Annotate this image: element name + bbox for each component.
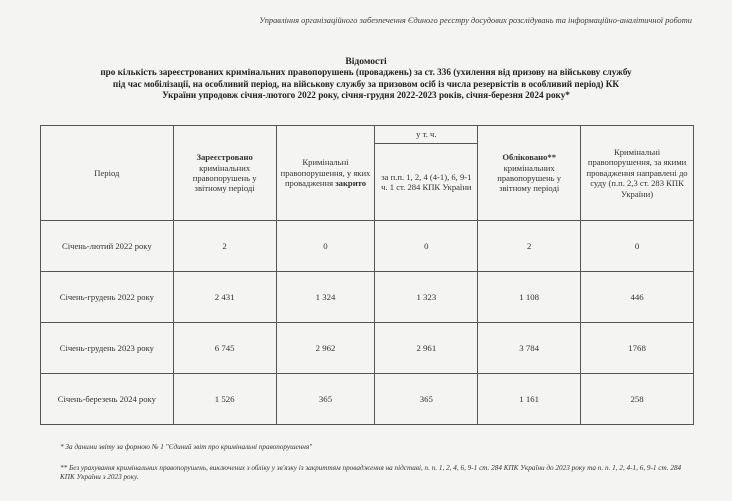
cell-recorded: 1 161 (478, 374, 581, 425)
header-including: у т. ч. (375, 126, 478, 144)
cell-including: 0 (375, 221, 478, 272)
table-header-row-1 (41, 126, 694, 144)
cell-registered: 6 745 (173, 323, 276, 374)
cell-period: Січень-лютий 2022 року (41, 221, 174, 272)
department-header: Управління організаційного забезпечення Єдиного реєстру досудових розслідувань та інформаційно-аналітичної роботи (259, 16, 692, 25)
title-line-4: України упродовж січня-лютого 2022 року, січня-грудня 2022-2023 років, січня-березня 2024 року* (162, 89, 570, 100)
header-closed (276, 126, 375, 221)
cell-including: 2 961 (375, 323, 478, 374)
document-title (40, 56, 692, 101)
cell-period: Січень-березень 2024 року (41, 374, 174, 425)
table-row (41, 221, 694, 272)
footnote-2: ** Без урахування кримінальних правопорушень, виключених з обліку у зв'язку із закриттям провадження на підставі, п. п. 1, 2, 4, 6, 9-1 ст. 284 КПК України до 2023 року та п. п. 1, 2, 4-1, 6, 9-1 ст. 284 КПК України з 2023 року. (60, 464, 682, 482)
cell-court: 0 (581, 221, 694, 272)
cell-registered: 1 526 (173, 374, 276, 425)
cell-court: 446 (581, 272, 694, 323)
cell-court: 258 (581, 374, 694, 425)
table-row (41, 323, 694, 374)
cell-closed: 1 324 (276, 272, 375, 323)
cell-recorded: 1 108 (478, 272, 581, 323)
cell-including: 365 (375, 374, 478, 425)
header-including-sub: за п.п. 1, 2, 4 (4-1), 6, 9-1 ч. 1 ст. 284 КПК України (375, 144, 478, 221)
header-recorded-bold: Обліковано** (502, 152, 556, 163)
header-period: Період (41, 126, 174, 221)
header-registered (173, 126, 276, 221)
cell-closed: 2 962 (276, 323, 375, 374)
footnote-1: * За даними звіту за формою № 1 "Єдиний звіт про кримінальні правопорушення" (60, 443, 313, 451)
header-court: Кримінальні правопорушення, за якими провадження направлені до суду (п.п. 2,3 ст. 283 КПК України) (581, 126, 694, 221)
title-line-3: під час мобілізації, на особливий період, на військову службу за призовом осіб із числа резервістів в особливий період) КК (112, 78, 620, 89)
cell-recorded: 2 (478, 221, 581, 272)
statistics-table (40, 125, 694, 425)
title-line-2: про кількість зареєстрованих кримінальних правопорушень (проваджень) за ст. 336 (ухилення від призову на військову службу (100, 67, 632, 78)
cell-recorded: 3 784 (478, 323, 581, 374)
table-row (41, 374, 694, 425)
cell-court: 1768 (581, 323, 694, 374)
cell-including: 1 323 (375, 272, 478, 323)
header-recorded-rest: кримінальних правопорушень у звітному періоді (497, 162, 562, 194)
table-row (41, 272, 694, 323)
header-closed-pre: Кримінальні правопорушення, у яких провадження (280, 157, 371, 189)
cell-closed: 0 (276, 221, 375, 272)
cell-registered: 2 431 (173, 272, 276, 323)
cell-period: Січень-грудень 2022 року (41, 272, 174, 323)
title-line-1: Відомості (345, 56, 387, 67)
cell-period: Січень-грудень 2023 року (41, 323, 174, 374)
header-registered-rest: кримінальних правопорушень у звітному періоді (192, 162, 257, 194)
header-registered-bold: Зареєстровано (196, 152, 253, 163)
header-closed-bold: закрито (335, 178, 367, 189)
header-recorded (478, 126, 581, 221)
cell-registered: 2 (173, 221, 276, 272)
cell-closed: 365 (276, 374, 375, 425)
